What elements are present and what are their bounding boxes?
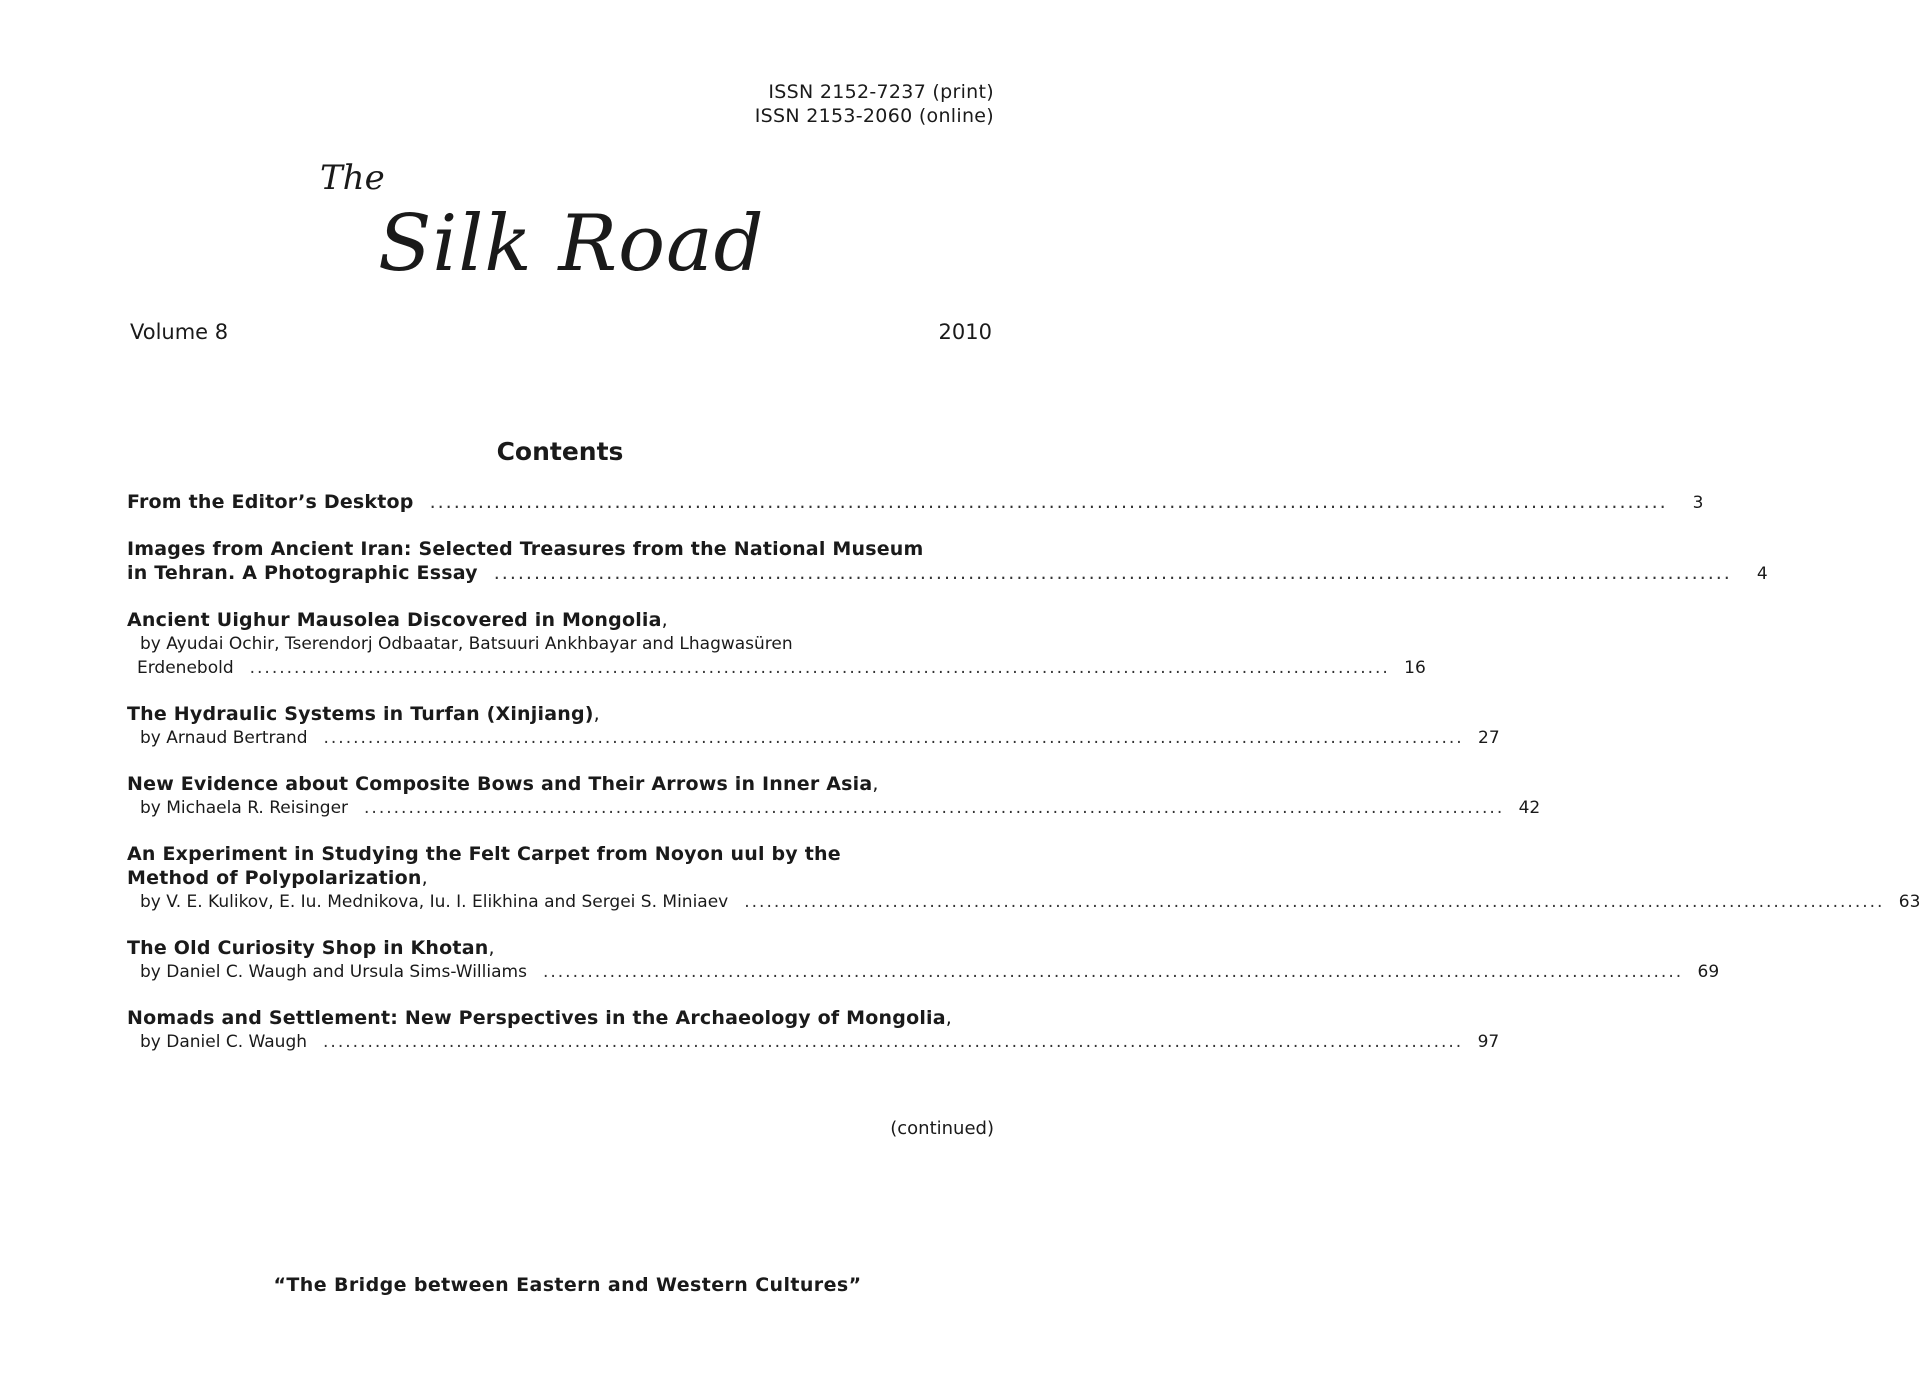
toc-entry-title[interactable]: Ancient Uighur Mausolea Discovered in Mongolia <box>127 609 662 631</box>
toc-page-number: 97 <box>1477 1032 1500 1052</box>
journal-motto: “The Bridge between Eastern and Western Cultures” <box>273 1274 862 1296</box>
toc-entry-byline-cont: Erdenebold <box>137 658 234 678</box>
title-punctuation: , <box>593 703 600 725</box>
toc-entry-byline: by Daniel C. Waugh <box>140 1032 308 1052</box>
toc-page-number: 27 <box>1478 728 1500 748</box>
table-of-contents <box>127 490 1920 1075</box>
toc-entry-felt-carpet[interactable] <box>127 842 1920 914</box>
masthead-article: The <box>320 158 385 198</box>
issn-print: ISSN 2152-7237 (print) <box>768 81 994 103</box>
toc-entry-title[interactable]: New Evidence about Composite Bows and Their Arrows in Inner Asia <box>127 773 873 795</box>
toc-page-number: 69 <box>1697 962 1720 982</box>
dot-leader: .......................................................................................................................................................... <box>364 798 1505 818</box>
title-punctuation: , <box>872 773 879 795</box>
contents-heading: Contents <box>496 437 624 466</box>
dot-leader: .......................................................................................................................................................... <box>249 658 1390 678</box>
toc-entry-editors-desktop[interactable] <box>127 490 1704 515</box>
toc-entry-old-curiosity-shop[interactable] <box>127 936 1720 984</box>
toc-entry-byline: by V. E. Kulikov, E. Iu. Mednikova, Iu. I. Elikhina and Sergei S. Miniaev <box>140 892 729 912</box>
title-punctuation: , <box>488 937 495 959</box>
toc-entry-title-cont[interactable]: Method of Polypolarization <box>127 867 422 889</box>
title-punctuation: , <box>661 609 668 631</box>
issn-block <box>755 80 994 128</box>
toc-entry-nomads-settlement[interactable] <box>127 1006 1500 1054</box>
toc-entry-byline: by Daniel C. Waugh and Ursula Sims-Williams <box>140 962 527 982</box>
toc-entry-composite-bows[interactable] <box>127 772 1541 820</box>
dot-leader: .......................................................................................................................................................... <box>542 962 1684 982</box>
continued-note: (continued) <box>890 1118 994 1139</box>
toc-page-number: 3 <box>1692 493 1704 513</box>
title-punctuation: , <box>945 1007 953 1029</box>
year-label: 2010 <box>938 320 992 344</box>
toc-entry-title-cont[interactable]: in Tehran. A Photographic Essay <box>127 562 478 584</box>
toc-entry-images-ancient-iran[interactable] <box>127 537 1768 586</box>
toc-page-number: 42 <box>1518 798 1541 818</box>
toc-entry-byline: by Ayudai Ochir, Tserendorj Odbaatar, Batsuuri Ankhbayar and Lhagwasüren <box>140 634 793 654</box>
toc-entry-title[interactable]: Images from Ancient Iran: Selected Treasures from the National Museum <box>127 538 924 560</box>
dot-leader: .......................................................................................................................................................... <box>493 562 1732 584</box>
toc-entry-title[interactable]: The Hydraulic Systems in Turfan (Xinjiang) <box>127 703 594 725</box>
title-punctuation: , <box>421 867 428 889</box>
toc-entry-byline: by Michaela R. Reisinger <box>140 798 349 818</box>
volume-label: Volume 8 <box>130 320 229 344</box>
dot-leader: .......................................................................................................................................................... <box>323 728 1464 748</box>
toc-entry-hydraulic-systems[interactable] <box>127 702 1500 750</box>
toc-page-number: 63 <box>1898 892 1920 912</box>
dot-leader: .......................................................................................................................................................... <box>744 892 1885 912</box>
dot-leader: .......................................................................................................................................................... <box>429 491 1668 513</box>
dot-leader: .......................................................................................................................................................... <box>323 1032 1464 1052</box>
toc-page-number: 16 <box>1404 658 1426 678</box>
issn-online: ISSN 2153-2060 (online) <box>754 105 994 127</box>
toc-entry-title[interactable]: From the Editor’s Desktop <box>127 491 414 513</box>
toc-entry-title[interactable]: The Old Curiosity Shop in Khotan <box>127 937 489 959</box>
masthead-title: Silk Road <box>378 199 765 289</box>
toc-page-number: 4 <box>1756 564 1768 584</box>
toc-entry-title[interactable]: Nomads and Settlement: New Perspectives in the Archaeology of Mongolia <box>127 1007 946 1029</box>
toc-entry-byline: by Arnaud Bertrand <box>140 728 308 748</box>
toc-entry-title[interactable]: An Experiment in Studying the Felt Carpet from Noyon uul by the <box>127 843 841 865</box>
toc-entry-uighur-mausolea[interactable] <box>127 608 1426 680</box>
